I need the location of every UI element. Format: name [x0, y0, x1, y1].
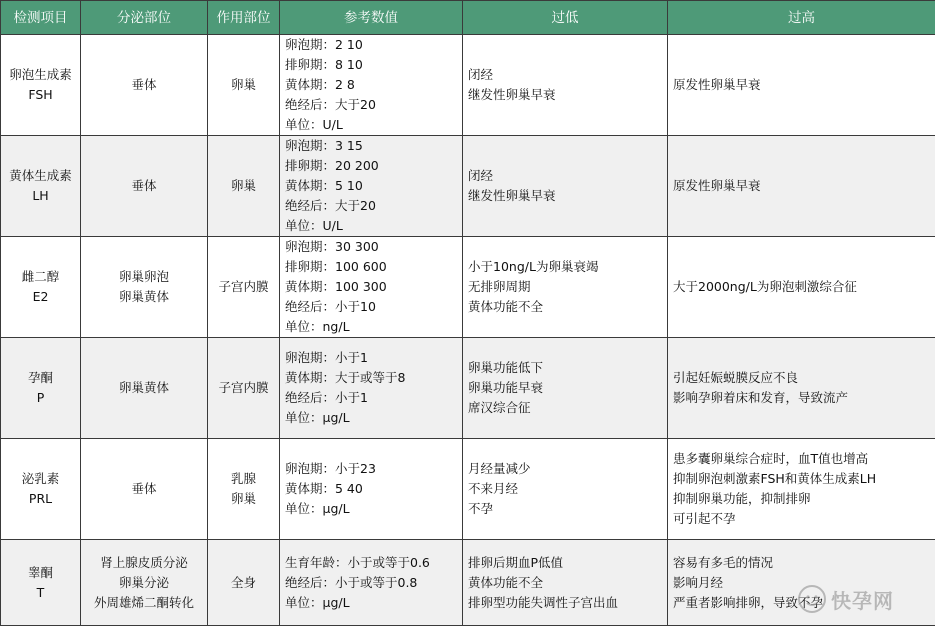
cell-too-low — [463, 540, 668, 626]
cell-text-line: 卵巢 — [213, 489, 274, 509]
cell-text-line: 卵泡期：2 10 — [285, 35, 457, 55]
cell-text-line: 单位：ng/L — [285, 317, 457, 337]
cell-reference-value — [280, 136, 463, 237]
header-target-site: 作用部位 — [208, 1, 280, 35]
cell-text-line: 排卵期：8 10 — [285, 55, 457, 75]
cell-test-item — [1, 237, 81, 338]
cell-target-site — [208, 540, 280, 626]
cell-text-line: 抑制卵泡刺激素FSH和黄体生成素LH — [673, 469, 930, 489]
cell-too-low — [463, 237, 668, 338]
cell-target-site — [208, 237, 280, 338]
cell-text-line: 继发性卵巢早衰 — [468, 186, 662, 206]
header-secretion-site: 分泌部位 — [81, 1, 208, 35]
cell-text-line: 排卵期：20 200 — [285, 156, 457, 176]
cell-text-line: 排卵型功能失调性子宫出血 — [468, 593, 662, 613]
cell-text-line: 卵巢黄体 — [86, 287, 202, 307]
table-row — [1, 35, 935, 136]
cell-text-line: 容易有多毛的情况 — [673, 553, 930, 573]
cell-text-line: 卵泡期：小于23 — [285, 459, 457, 479]
cell-target-site — [208, 136, 280, 237]
cell-text-line: 卵泡生成素 — [6, 65, 75, 85]
cell-reference-value — [280, 540, 463, 626]
cell-too-low — [463, 136, 668, 237]
cell-text-line: 绝经后：大于20 — [285, 196, 457, 216]
cell-text-line: 小于10ng/L为卵巢衰竭 — [468, 257, 662, 277]
cell-text-line: 乳腺 — [213, 469, 274, 489]
cell-text-line: 不来月经 — [468, 479, 662, 499]
cell-text-line: 继发性卵巢早衰 — [468, 85, 662, 105]
table-row — [1, 136, 935, 237]
cell-text-line: 闭经 — [468, 65, 662, 85]
cell-text-line: 黄体功能不全 — [468, 297, 662, 317]
cell-reference-value — [280, 35, 463, 136]
cell-text-line: 绝经后：大于20 — [285, 95, 457, 115]
cell-secretion-site — [81, 237, 208, 338]
cell-test-item — [1, 439, 81, 540]
cell-text-line: 闭经 — [468, 166, 662, 186]
cell-text-line: 患多囊卵巢综合症时，血T值也增高 — [673, 449, 930, 469]
cell-text-line: 全身 — [213, 573, 274, 593]
cell-text-line: 抑制卵巢功能，抑制排卵 — [673, 489, 930, 509]
cell-text-line: 泌乳素 — [6, 469, 75, 489]
cell-text-line: 卵泡期：3 15 — [285, 136, 457, 156]
cell-text-line: PRL — [6, 489, 75, 509]
cell-too-high — [668, 136, 935, 237]
cell-reference-value — [280, 338, 463, 439]
cell-text-line: 单位：U/L — [285, 216, 457, 236]
cell-reference-value — [280, 237, 463, 338]
cell-text-line: 单位：μg/L — [285, 499, 457, 519]
cell-too-high — [668, 237, 935, 338]
cell-text-line: 卵巢黄体 — [86, 378, 202, 398]
table-row — [1, 338, 935, 439]
cell-text-line: 卵巢功能早衰 — [468, 378, 662, 398]
cell-text-line: 绝经后：小于10 — [285, 297, 457, 317]
cell-text-line: 卵巢功能低下 — [468, 358, 662, 378]
cell-text-line: 黄体期：2 8 — [285, 75, 457, 95]
cell-test-item — [1, 338, 81, 439]
cell-too-high — [668, 35, 935, 136]
table-header-row — [1, 1, 935, 35]
cell-text-line: 严重者影响排卵，导致不孕 — [673, 593, 930, 613]
cell-test-item — [1, 540, 81, 626]
cell-text-line: 单位：μg/L — [285, 593, 457, 613]
cell-text-line: 排卵期：100 600 — [285, 257, 457, 277]
cell-too-low — [463, 35, 668, 136]
cell-text-line: 子宫内膜 — [213, 378, 274, 398]
cell-text-line: FSH — [6, 85, 75, 105]
header-test-item: 检测项目 — [1, 1, 81, 35]
cell-text-line: 肾上腺皮质分泌 — [86, 553, 202, 573]
cell-text-line: 大于2000ng/L为卵泡刺激综合征 — [673, 277, 930, 297]
cell-text-line: 卵巢卵泡 — [86, 267, 202, 287]
cell-text-line: 垂体 — [86, 75, 202, 95]
cell-too-high — [668, 540, 935, 626]
cell-text-line: LH — [6, 186, 75, 206]
cell-text-line: 外周雄烯二酮转化 — [86, 593, 202, 613]
cell-target-site — [208, 35, 280, 136]
cell-text-line: 影响孕卵着床和发育，导致流产 — [673, 388, 930, 408]
cell-text-line: 雌二醇 — [6, 267, 75, 287]
cell-text-line: 卵泡期：小于1 — [285, 348, 457, 368]
cell-secretion-site — [81, 136, 208, 237]
cell-text-line: P — [6, 388, 75, 408]
cell-text-line: 可引起不孕 — [673, 509, 930, 529]
cell-text-line: 生育年龄：小于或等于0.6 — [285, 553, 457, 573]
cell-text-line: 单位：μg/L — [285, 408, 457, 428]
cell-text-line: 黄体期：5 10 — [285, 176, 457, 196]
cell-text-line: 席汉综合征 — [468, 398, 662, 418]
cell-text-line: 黄体期：5 40 — [285, 479, 457, 499]
cell-too-low — [463, 338, 668, 439]
header-too-low: 过低 — [463, 1, 668, 35]
cell-text-line: 黄体期：大于或等于8 — [285, 368, 457, 388]
cell-reference-value — [280, 439, 463, 540]
cell-text-line: 卵泡期：30 300 — [285, 237, 457, 257]
table-row — [1, 439, 935, 540]
cell-text-line: 黄体生成素 — [6, 166, 75, 186]
cell-text-line: 垂体 — [86, 176, 202, 196]
header-too-high: 过高 — [668, 1, 935, 35]
cell-secretion-site — [81, 439, 208, 540]
cell-text-line: 排卵后期血P低值 — [468, 553, 662, 573]
table-body — [1, 35, 935, 626]
watermark-text: 快孕网 — [831, 585, 894, 614]
cell-secretion-site — [81, 338, 208, 439]
cell-text-line: E2 — [6, 287, 75, 307]
cell-text-line: 原发性卵巢早衰 — [673, 75, 930, 95]
cell-text-line: 孕酮 — [6, 368, 75, 388]
cell-text-line: 黄体功能不全 — [468, 573, 662, 593]
cell-text-line: 不孕 — [468, 499, 662, 519]
cell-text-line: 子宫内膜 — [213, 277, 274, 297]
cell-too-high — [668, 439, 935, 540]
cell-text-line: 卵巢 — [213, 176, 274, 196]
cell-text-line: 垂体 — [86, 479, 202, 499]
cell-target-site — [208, 439, 280, 540]
cell-text-line: 原发性卵巢早衰 — [673, 176, 930, 196]
table-row — [1, 237, 935, 338]
cell-text-line: T — [6, 583, 75, 603]
cell-text-line: 绝经后：小于1 — [285, 388, 457, 408]
header-reference-value: 参考数值 — [280, 1, 463, 35]
cell-target-site — [208, 338, 280, 439]
cell-text-line: 引起妊娠蜕膜反应不良 — [673, 368, 930, 388]
cell-text-line: 无排卵周期 — [468, 277, 662, 297]
cell-text-line: 卵巢分泌 — [86, 573, 202, 593]
cell-text-line: 单位：U/L — [285, 115, 457, 135]
cell-secretion-site — [81, 35, 208, 136]
cell-too-high — [668, 338, 935, 439]
cell-test-item — [1, 35, 81, 136]
cell-text-line: 睾酮 — [6, 563, 75, 583]
table-row — [1, 540, 935, 626]
cell-secretion-site — [81, 540, 208, 626]
cell-text-line: 卵巢 — [213, 75, 274, 95]
cell-too-low — [463, 439, 668, 540]
cell-text-line: 绝经后：小于或等于0.8 — [285, 573, 457, 593]
cell-text-line: 月经量减少 — [468, 459, 662, 479]
cell-test-item — [1, 136, 81, 237]
cell-text-line: 影响月经 — [673, 573, 930, 593]
cell-text-line: 黄体期：100 300 — [285, 277, 457, 297]
